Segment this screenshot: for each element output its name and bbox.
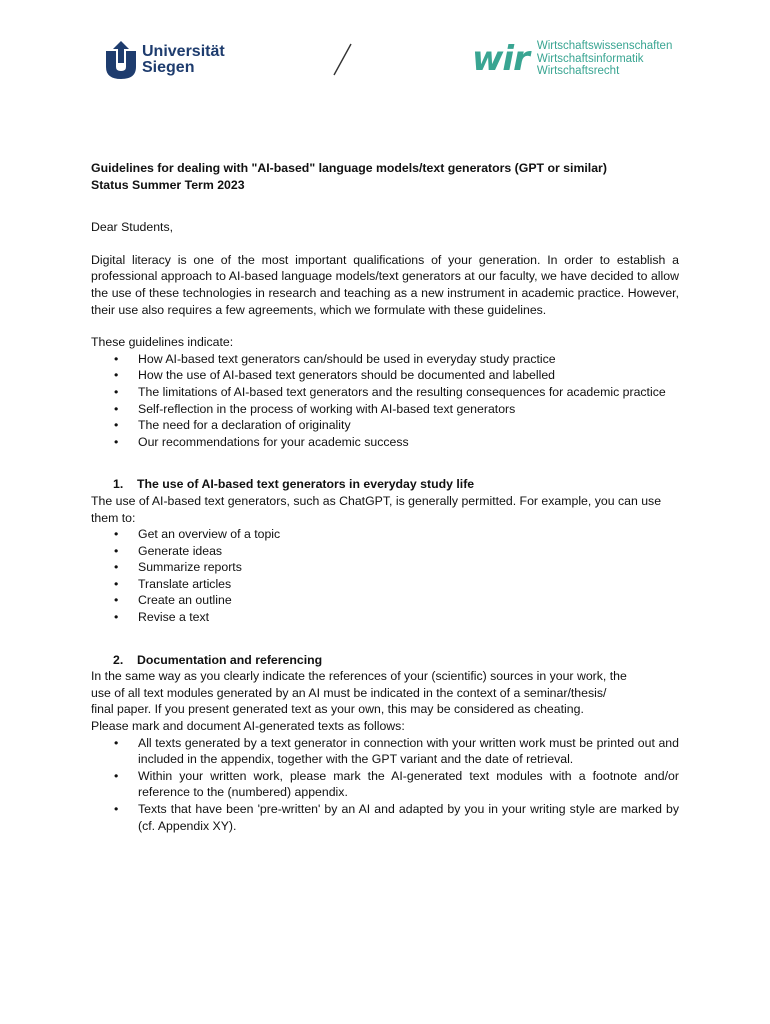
- list-item: • Get an overview of a topic: [91, 526, 679, 543]
- uni-logo-line2: Siegen: [142, 59, 195, 76]
- list-item: • Generate ideas: [91, 543, 679, 560]
- intro-paragraph: Digital literacy is one of the most important qualifications of your generation. In order to establish a professional approach to AI-based language models/text generators at our faculty, we have decided to allow the use of these technologies in research and teaching as a new instrument in academic practice. However, their use also requires a few agreements, which we formulate with these guidelines.: [91, 252, 679, 317]
- list-item: • Texts that have been 'pre-written' by an AI and adapted by you in your writing style are marked by (cf. Appendix XY).: [91, 801, 679, 834]
- list-item: • Self-reflection in the process of working with AI-based text generators: [91, 401, 679, 418]
- list-item: • Summarize reports: [91, 559, 679, 576]
- university-siegen-logo: [104, 40, 225, 80]
- document-title: Guidelines for dealing with "AI-based" language models/text generators (GPT or similar): [91, 161, 607, 175]
- section1-heading: [91, 476, 679, 493]
- wir-faculty-logo: [472, 40, 672, 78]
- section1-text: The use of AI-based text generators, such as ChatGPT, is generally permitted. For example, you can use them to:: [91, 493, 662, 525]
- section1-number: 1.: [113, 477, 124, 492]
- section2-number: 2.: [113, 652, 124, 667]
- list-item: • How the use of AI-based text generators should be documented and labelled: [91, 367, 679, 384]
- document-body: [91, 160, 679, 834]
- wir-logo-line3: Wirtschaftsrecht: [536, 65, 620, 77]
- wir-logo-mark: wir: [472, 38, 529, 79]
- list-item: • All texts generated by a text generator in connection with your written work must be printed out and included in the appendix, together with the GPT variant and the date of retrieval.: [91, 735, 679, 768]
- list-item: • Translate articles: [91, 576, 679, 593]
- section2-text-line1: In the same way as you clearly indicate the references of your (scientific) sources in your work, the: [91, 669, 627, 684]
- section2-text-line3: final paper. If you present generated text as your own, this may be considered as cheating.: [91, 702, 584, 717]
- guidelines-indicate-label: These guidelines indicate:: [91, 335, 234, 350]
- wir-logo-line2: Wirtschaftsinformatik: [536, 52, 644, 65]
- list-item: • Create an outline: [91, 592, 679, 609]
- section2-heading: [91, 652, 679, 669]
- document-status: Status Summer Term 2023: [91, 177, 245, 192]
- guidelines-list: [91, 351, 679, 451]
- list-item: • Our recommendations for your academic success: [91, 434, 679, 451]
- uni-logo-mark-icon: [104, 41, 138, 79]
- list-item: • Revise a text: [91, 609, 679, 626]
- section2-text-line2: use of all text modules generated by an AI must be indicated in the context of a seminar/thesis/: [91, 685, 607, 700]
- section1-list: [91, 526, 679, 626]
- list-item: • The need for a declaration of originality: [91, 417, 679, 434]
- section1-title: The use of AI-based text generators in everyday study life: [137, 477, 475, 492]
- list-item: • The limitations of AI-based text generators and the resulting consequences for academic practice: [91, 384, 679, 401]
- slash-divider-icon: [330, 42, 354, 78]
- section2-text-line4: Please mark and document AI-generated texts as follows:: [91, 719, 405, 734]
- wir-logo-line1: Wirtschaftswissenschaften: [536, 40, 673, 52]
- uni-logo-line1: Universität: [142, 43, 225, 60]
- section2-title: Documentation and referencing: [137, 652, 323, 667]
- section2-list: [91, 735, 679, 835]
- list-item: • How AI-based text generators can/should be used in everyday study practice: [91, 351, 679, 368]
- list-item: • Within your written work, please mark the AI-generated text modules with a footnote and/or reference to the (numbered) appendix.: [91, 768, 679, 801]
- salutation: Dear Students,: [91, 220, 174, 235]
